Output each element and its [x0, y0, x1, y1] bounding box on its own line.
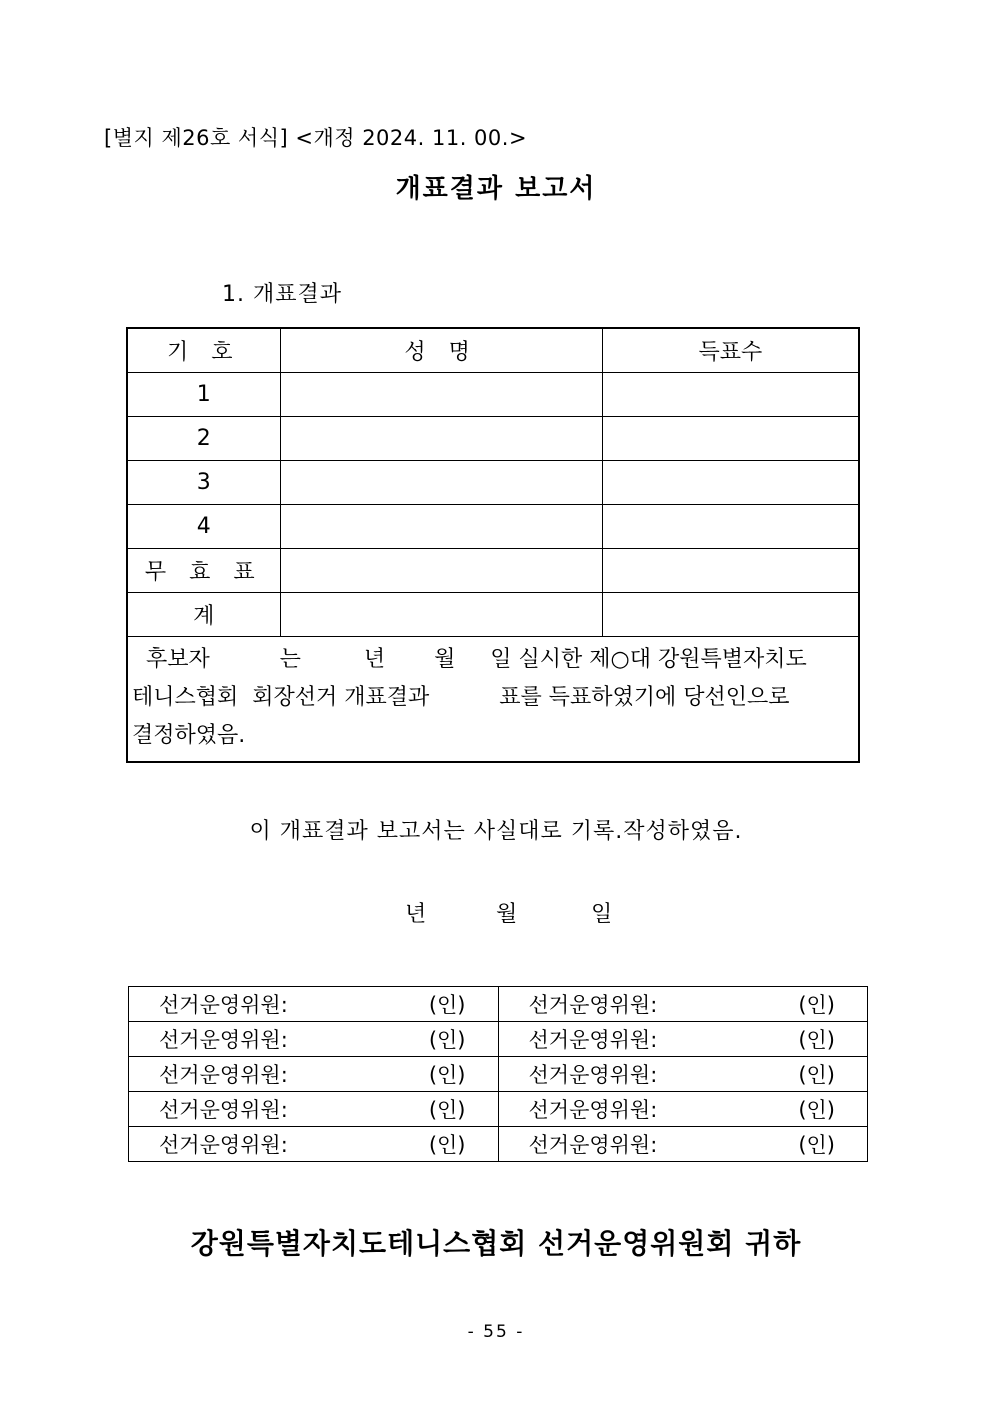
seal-mark: (인) — [428, 1063, 466, 1087]
table-header-row — [127, 328, 859, 373]
seal-mark: (인) — [428, 1098, 466, 1122]
document-title: 개표결과 보고서 — [395, 174, 597, 204]
committee-member-cell[interactable] — [129, 1127, 499, 1162]
votes-cell[interactable] — [602, 373, 859, 417]
committee-row — [129, 1057, 868, 1092]
column-header-symbol: 기 호 — [127, 328, 280, 373]
name-cell[interactable] — [280, 417, 602, 461]
statement-row — [127, 637, 859, 763]
result-statement — [127, 637, 859, 763]
section-heading: 1. 개표결과 — [222, 282, 342, 307]
name-cell[interactable] — [280, 505, 602, 549]
table-row — [127, 505, 859, 549]
member-label: 선거운영위원: — [159, 1098, 288, 1122]
results-table — [126, 327, 860, 763]
committee-member-cell[interactable] — [129, 1092, 499, 1127]
table-row-invalid — [127, 549, 859, 593]
committee-row — [129, 1127, 868, 1162]
column-header-votes: 득표수 — [602, 328, 859, 373]
row-label: 3 — [127, 461, 280, 505]
seal-mark: (인) — [428, 993, 466, 1017]
committee-row — [129, 987, 868, 1022]
seal-mark: (인) — [798, 1063, 835, 1087]
committee-row — [129, 1092, 868, 1127]
committee-signature-table — [128, 986, 868, 1162]
row-label: 2 — [127, 417, 280, 461]
member-label: 선거운영위원: — [159, 1063, 288, 1087]
statement-line-1: 후보자 는 년 월 일 실시한 제○대 강원특별자치도 — [132, 647, 807, 672]
votes-cell[interactable] — [602, 593, 859, 637]
seal-mark: (인) — [798, 1133, 835, 1157]
name-cell[interactable] — [280, 373, 602, 417]
member-label: 선거운영위원: — [159, 1028, 288, 1052]
member-label: 선거운영위원: — [528, 1028, 658, 1052]
votes-cell[interactable] — [602, 417, 859, 461]
table-row — [127, 417, 859, 461]
statement-line-2: 테니스협회 회장선거 개표결과 표를 득표하였기에 당선인으로 — [132, 685, 790, 710]
committee-member-cell[interactable] — [498, 1092, 868, 1127]
committee-member-cell[interactable] — [129, 987, 499, 1022]
column-header-name: 성 명 — [280, 328, 602, 373]
name-cell[interactable] — [280, 549, 602, 593]
certification-text: 이 개표결과 보고서는 사실대로 기록.작성하였음. — [249, 819, 743, 844]
member-label: 선거운영위원: — [159, 1133, 288, 1157]
date-month: 월 — [496, 902, 518, 927]
member-label: 선거운영위원: — [528, 1098, 658, 1122]
member-label: 선거운영위원: — [528, 1063, 658, 1087]
committee-member-cell[interactable] — [129, 1057, 499, 1092]
page-number: - 55 - — [467, 1322, 525, 1342]
votes-cell[interactable] — [602, 549, 859, 593]
member-label: 선거운영위원: — [159, 993, 288, 1017]
seal-mark: (인) — [798, 993, 835, 1017]
committee-member-cell[interactable] — [498, 987, 868, 1022]
committee-row — [129, 1022, 868, 1057]
table-row — [127, 373, 859, 417]
committee-member-cell[interactable] — [498, 1057, 868, 1092]
member-label: 선거운영위원: — [528, 993, 658, 1017]
committee-member-cell[interactable] — [498, 1022, 868, 1057]
row-label: 4 — [127, 505, 280, 549]
addressee: 강원특별자치도테니스협회 선거운영위원회 귀하 — [190, 1227, 802, 1260]
name-cell[interactable] — [280, 461, 602, 505]
votes-cell[interactable] — [602, 461, 859, 505]
form-label: [별지 제26호 서식] <개정 2024. 11. 00.> — [104, 126, 528, 150]
table-row-total — [127, 593, 859, 637]
member-label: 선거운영위원: — [528, 1133, 658, 1157]
committee-member-cell[interactable] — [129, 1022, 499, 1057]
date-day: 일 — [591, 902, 613, 927]
seal-mark: (인) — [428, 1133, 466, 1157]
seal-mark: (인) — [428, 1028, 466, 1052]
table-row — [127, 461, 859, 505]
row-label: 1 — [127, 373, 280, 417]
votes-cell[interactable] — [602, 505, 859, 549]
name-cell[interactable] — [280, 593, 602, 637]
statement-line-3: 결정하였음. — [132, 723, 246, 748]
row-label: 무 효 표 — [127, 549, 280, 593]
row-label: 계 — [127, 593, 280, 637]
seal-mark: (인) — [798, 1098, 835, 1122]
seal-mark: (인) — [798, 1028, 835, 1052]
date-year: 년 — [405, 902, 427, 927]
committee-member-cell[interactable] — [498, 1127, 868, 1162]
